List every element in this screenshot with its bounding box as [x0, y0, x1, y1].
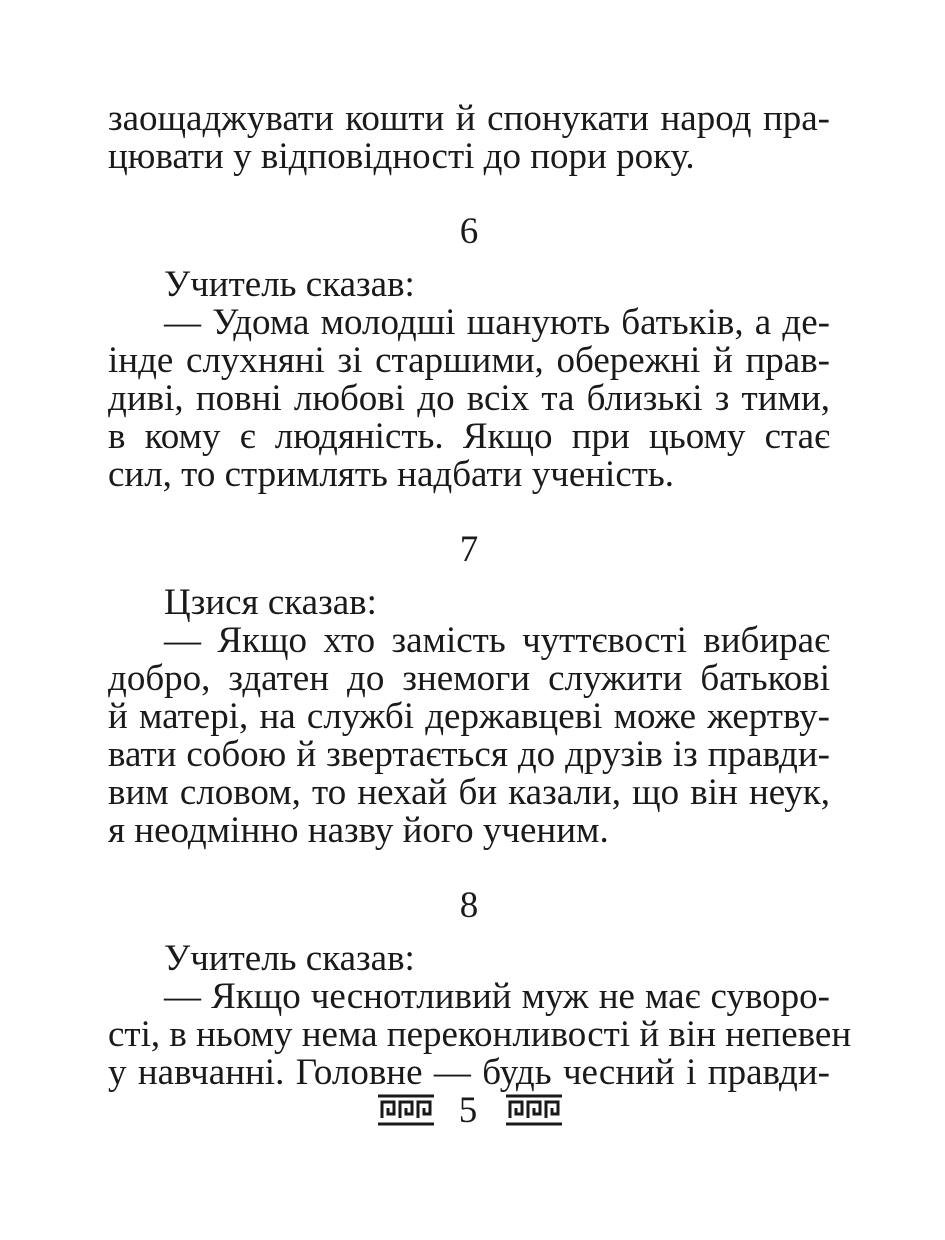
text-line: вим словом, то нехай би казали, що він неук, [108, 772, 830, 813]
speaker-line: Учитель сказав: [164, 264, 415, 305]
text-line: я неодмінно назву його ученим. [108, 810, 609, 851]
speaker-line: Цзися сказав: [164, 582, 377, 623]
section-number: 7 [459, 529, 479, 570]
section-number: 6 [459, 211, 479, 252]
page-text [108, 98, 852, 1093]
text-line: — Якщо чеснотливий муж не має суворо- [164, 976, 830, 1017]
text-line: вати собою й звертається до друзів із правди- [108, 734, 830, 775]
section-number: 8 [459, 885, 479, 926]
text-line: у навчанні. Головне — будь чесний і правди- [108, 1052, 830, 1093]
text-line: — Якщо хто замість чуттєвості вибирає [164, 620, 830, 661]
text-line: заощаджувати кошти й спонукати народ пра- [108, 98, 830, 139]
text-line: цювати у відповідності до пори року. [108, 136, 695, 177]
page-number: 5 [458, 1090, 478, 1131]
speaker-line: Учитель сказав: [164, 938, 415, 979]
meander-ornament-left-icon [378, 1094, 434, 1126]
text-line: добро, здатен до знемоги служити батькові [108, 658, 830, 699]
text-line: диві, повні любові до всіх та близькі з тими, [108, 378, 830, 419]
text-line: й матері, на службі державцеві може жертву- [108, 696, 830, 737]
meander-ornament-right-icon [506, 1094, 562, 1126]
text-line: сил, то стримлять надбати ученість. [108, 454, 675, 495]
text-line: — Удома молодші шанують батьків, а де- [164, 302, 830, 343]
text-line: сті, в ньому нема переконливості й він непевен [108, 1014, 852, 1055]
text-line: в кому є людяність. Якщо при цьому стає [108, 416, 830, 457]
text-line: інде слухняні зі старшими, обережні й прав- [108, 340, 830, 381]
page-footer [0, 1088, 945, 1138]
